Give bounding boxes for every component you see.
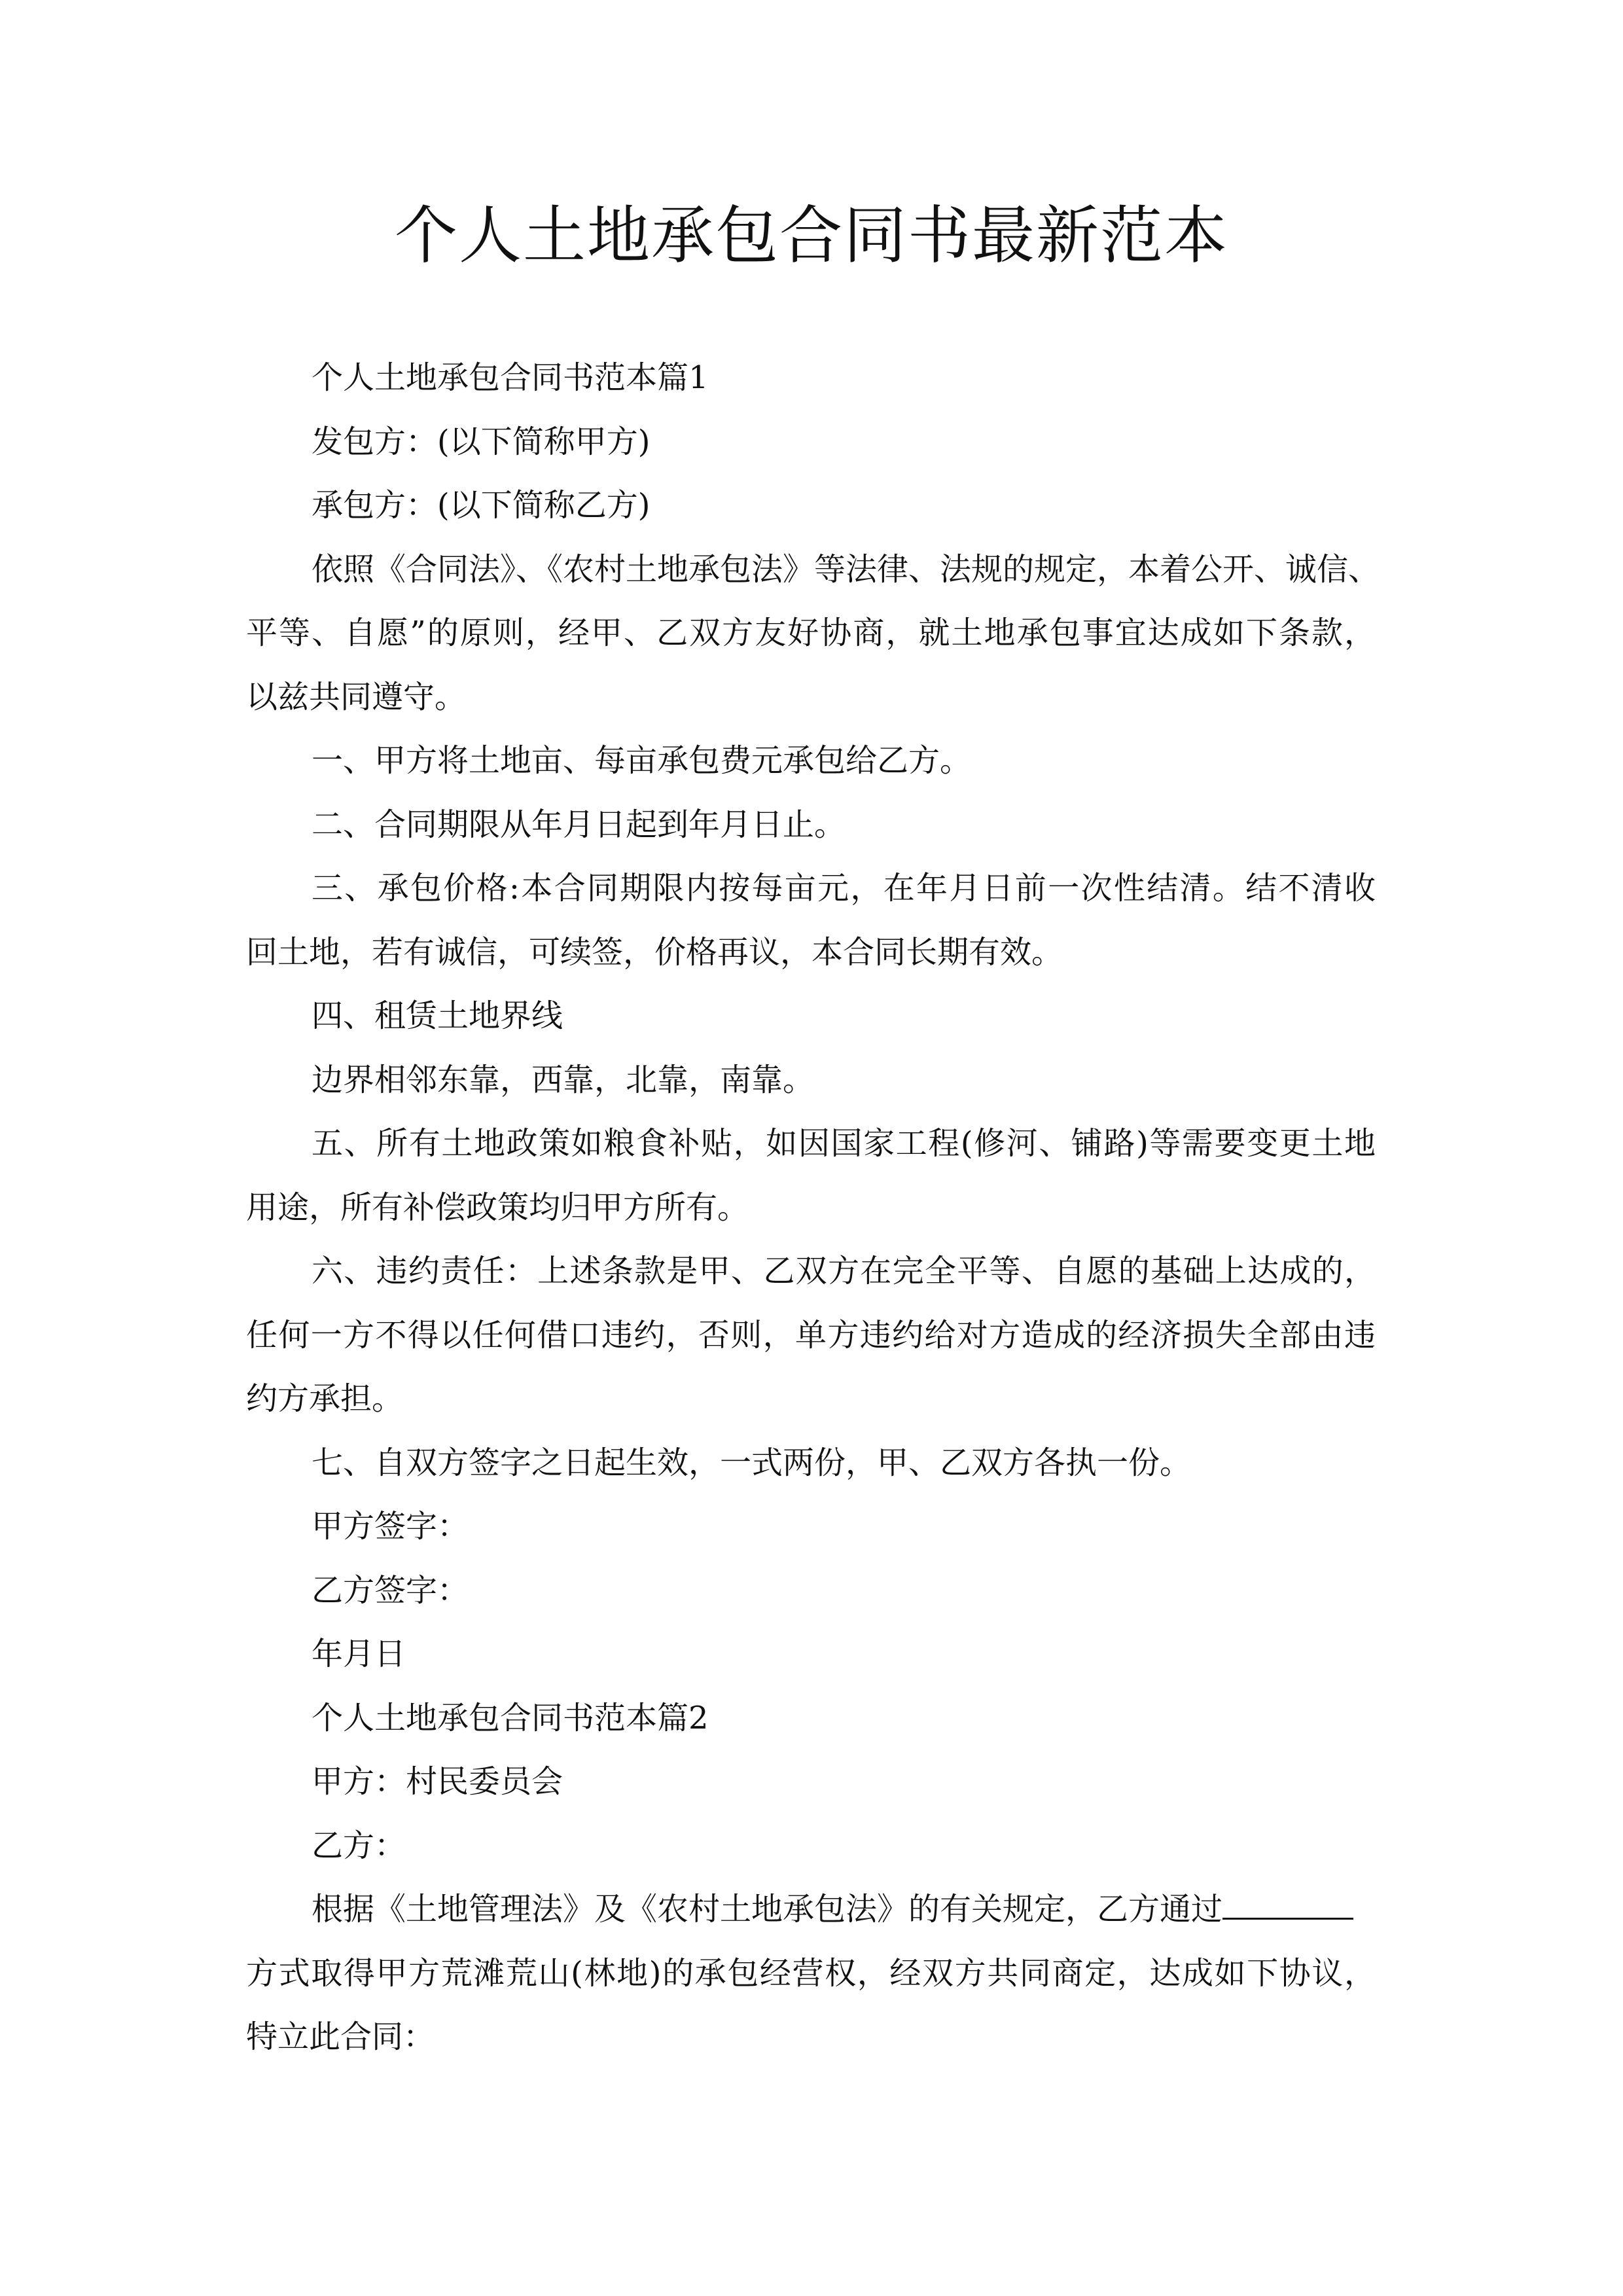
document-title: 个人土地承包合同书最新范本: [395, 199, 1228, 272]
text-line-content: 方式取得甲方荒滩荒山(林地)的承包经营权，经双方共同商定，达成如下协议，: [246, 1954, 1376, 1992]
text-line: [246, 538, 1380, 602]
text-line-content: 五、所有土地政策如粮食补贴，如因国家工程(修河、铺路)等需要变更土地: [312, 1125, 1376, 1162]
text-line: [246, 1559, 1376, 1623]
text-line: [246, 346, 1376, 410]
text-line: [246, 1687, 1376, 1751]
text-line-content: 平等、自愿”的原则，经甲、乙双方友好协商，就土地承包事宜达成如下条款，: [246, 615, 1376, 651]
text-line-content: 根据《土地管理法》及《农村土地承包法》的有关规定，乙方通过: [312, 1891, 1223, 1928]
document-body: [246, 346, 1380, 2070]
text-line: [246, 921, 1376, 985]
text-line-content: 四、租赁土地界线: [312, 997, 563, 1034]
text-line-content: 任何一方不得以任何借口违约，否则，单方违约给对方造成的经济损失全部由违: [246, 1316, 1376, 1354]
text-line: [246, 1431, 1376, 1496]
text-line: [246, 793, 1376, 857]
text-line: [246, 1049, 1376, 1113]
text-line: [246, 1814, 1376, 1878]
text-line-content: 依照《合同法》、《农村土地承包法》等法律、法规的规定，本着公开、诚信、: [312, 550, 1380, 588]
text-line: [246, 1750, 1376, 1814]
text-line-content: 二、合同期限从年月日起到年月日止。: [312, 806, 846, 843]
text-line-content: 边界相邻东靠，西靠，北靠，南靠。: [312, 1061, 815, 1098]
text-line: [246, 1240, 1376, 1304]
text-line-content: 六、违约责任：上述条款是甲、乙双方在完全平等、自愿的基础上达成的，: [312, 1253, 1376, 1289]
text-line-content: 甲方签字：: [312, 1508, 469, 1545]
text-line: [246, 666, 1376, 730]
text-line-content: 乙方签字：: [312, 1571, 469, 1609]
text-line-content: 七、自双方签字之日起生效，一式两份，甲、乙双方各执一份。: [312, 1444, 1192, 1481]
text-line-content: 发包方：(以下简称甲方): [312, 423, 651, 460]
text-line: [246, 474, 1376, 538]
text-line-content: 回土地，若有诚信，可续签，价格再议，本合同长期有效。: [246, 933, 1063, 971]
text-line-content: 个人土地承包合同书范本篇2: [312, 1699, 709, 1736]
text-line-content: 用途，所有补偿政策均归甲方所有。: [246, 1189, 749, 1226]
text-line: [246, 601, 1376, 666]
text-line-content: 个人土地承包合同书范本篇1: [312, 359, 709, 396]
text-line: [246, 984, 1376, 1049]
text-line-content: 乙方：: [312, 1827, 406, 1864]
text-line: [246, 1878, 1376, 1942]
text-line-content: 三、承包价格:本合同期限内按每亩元，在年月日前一次性结清。结不清收: [312, 870, 1376, 906]
text-line-content: 特立此合同：: [246, 2018, 435, 2055]
text-line: [246, 729, 1376, 793]
text-line-content: 甲方：村民委员会: [312, 1763, 563, 1800]
text-line-content: 一、甲方将土地亩、每亩承包费元承包给乙方。: [312, 742, 972, 779]
text-line-content: 约方承担。: [246, 1380, 404, 1417]
text-line: [246, 2005, 1376, 2070]
text-line: [246, 1495, 1376, 1559]
text-line: [246, 857, 1376, 921]
text-line-content: 以兹共同遵守。: [246, 678, 467, 715]
text-line-content: 承包方：(以下简称乙方): [312, 487, 651, 524]
text-line: [246, 1623, 1376, 1687]
text-line: [246, 410, 1376, 475]
text-line: [246, 1367, 1376, 1431]
fill-in-blank: [1222, 1885, 1353, 1920]
text-line: [246, 1304, 1376, 1368]
text-line: [246, 1176, 1376, 1240]
text-line-content: 年月日: [312, 1636, 406, 1672]
text-line: [246, 1112, 1376, 1176]
text-line: [246, 1942, 1376, 2006]
